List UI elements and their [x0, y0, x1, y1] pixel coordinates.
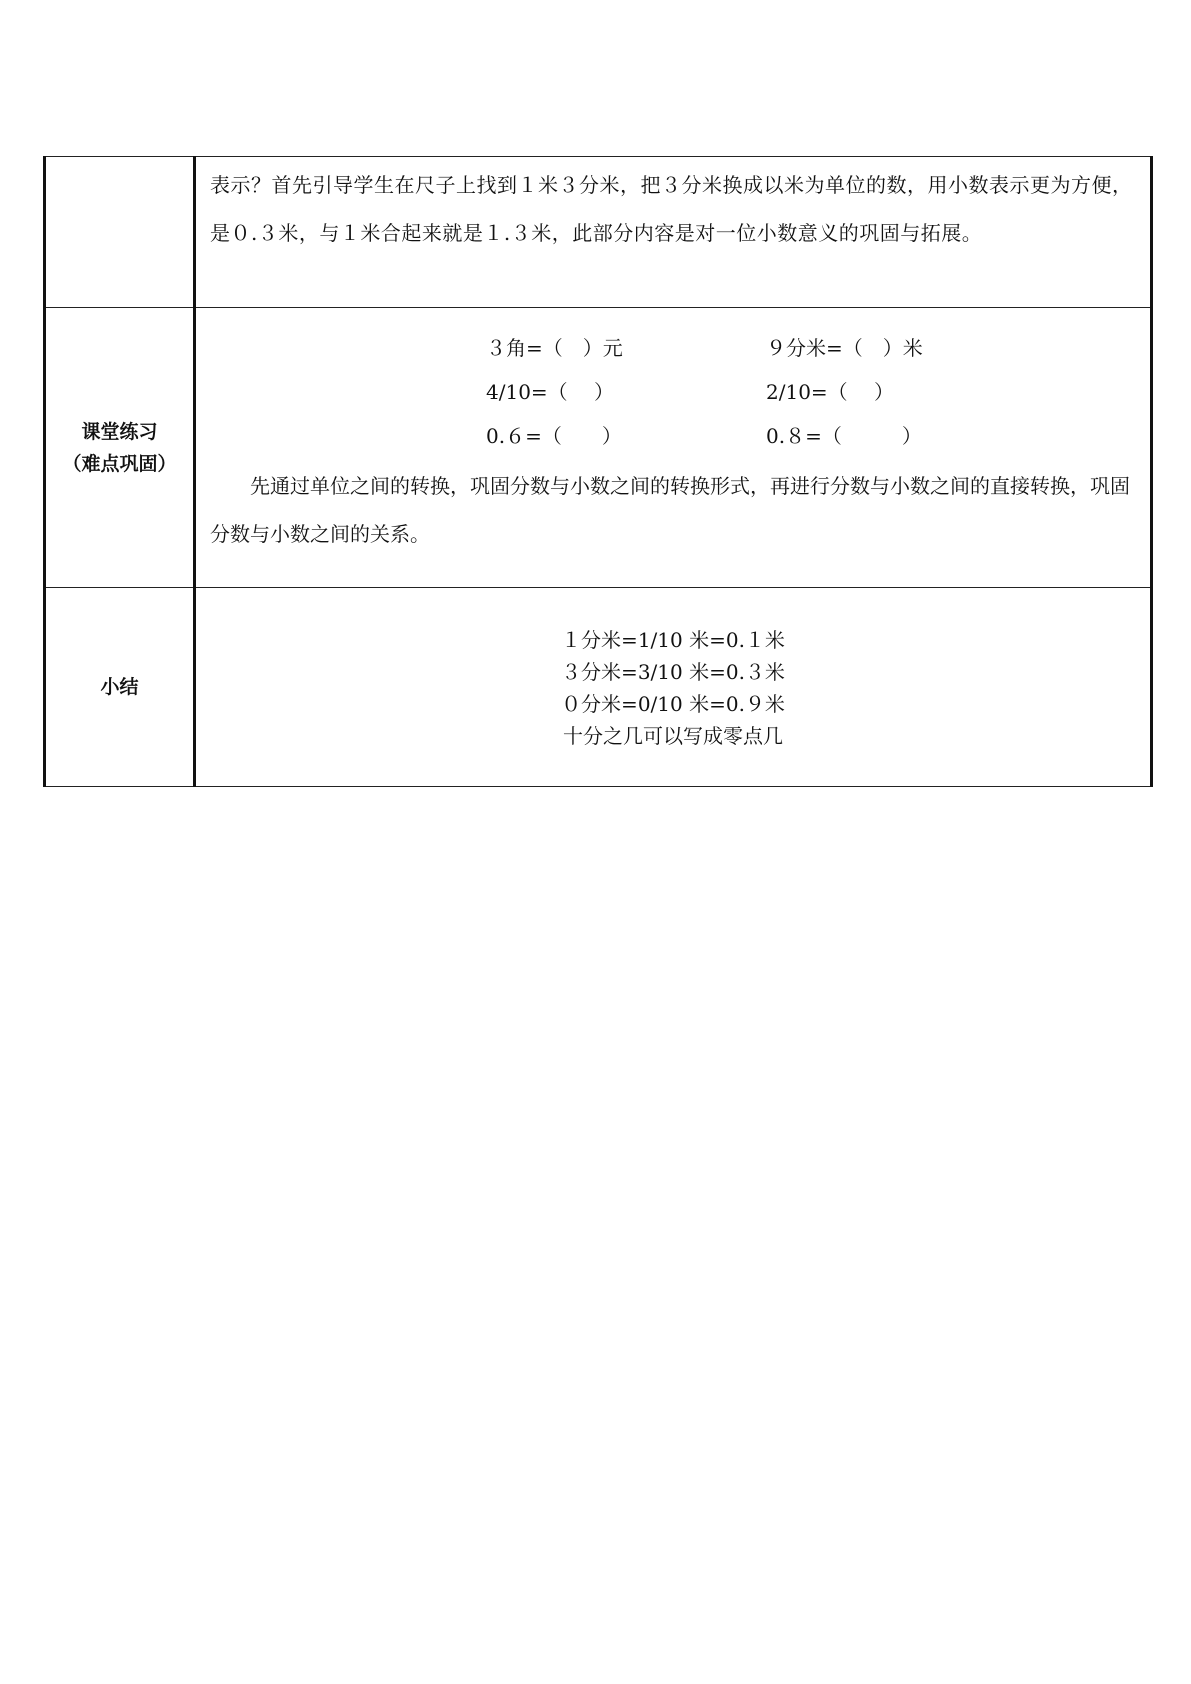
summary-line: ３分米=3/10 米=0.３米 [561, 660, 785, 684]
practice-label-line2: （难点巩固） [62, 452, 177, 475]
intro-label-cell [45, 157, 195, 308]
practice-label-line1: 课堂练习 [81, 420, 158, 443]
exercise-left: 4/10=（ ） [486, 380, 615, 404]
summary-label-cell [45, 588, 195, 787]
intro-paragraph: 表示？首先引导学生在尺子上找到１米３分米，把３分米换成以米为单位的数，用小数表示更为方便，是０.３米，与１米合起来就是１.３米，此部分内容是对一位小数意义的巩固与拓展。 [210, 173, 1133, 245]
lesson-plan-table [43, 156, 1153, 787]
exercise-row [196, 414, 1150, 458]
summary-line: 十分之几可以写成零点几 [563, 724, 783, 748]
intro-content-cell [195, 157, 1152, 308]
summary-line: １分米=1/10 米=0.１米 [561, 628, 785, 652]
exercise-row [196, 326, 1150, 370]
exercise-row [196, 370, 1150, 414]
practice-row [45, 308, 1152, 588]
summary-line: ０分米=0/10 米=0.９米 [561, 692, 785, 716]
practice-label-cell [45, 308, 195, 588]
summary-row [45, 588, 1152, 787]
exercise-left: 0.６=（ ） [486, 424, 622, 448]
exercise-right: ９分米=（ ）米 [766, 336, 923, 360]
practice-paragraph: 先通过单位之间的转换，巩固分数与小数之间的转换形式，再进行分数与小数之间的直接转换，巩固分数与小数之间的关系。 [210, 474, 1130, 546]
summary-content-cell [195, 588, 1152, 787]
summary-label: 小结 [100, 676, 139, 698]
exercise-right: 2/10=（ ） [766, 380, 895, 404]
intro-row [45, 157, 1152, 308]
practice-content-cell [195, 308, 1152, 588]
exercise-left: ３角=（ ）元 [486, 336, 623, 360]
exercise-right: 0.８=（ ） [766, 424, 922, 448]
